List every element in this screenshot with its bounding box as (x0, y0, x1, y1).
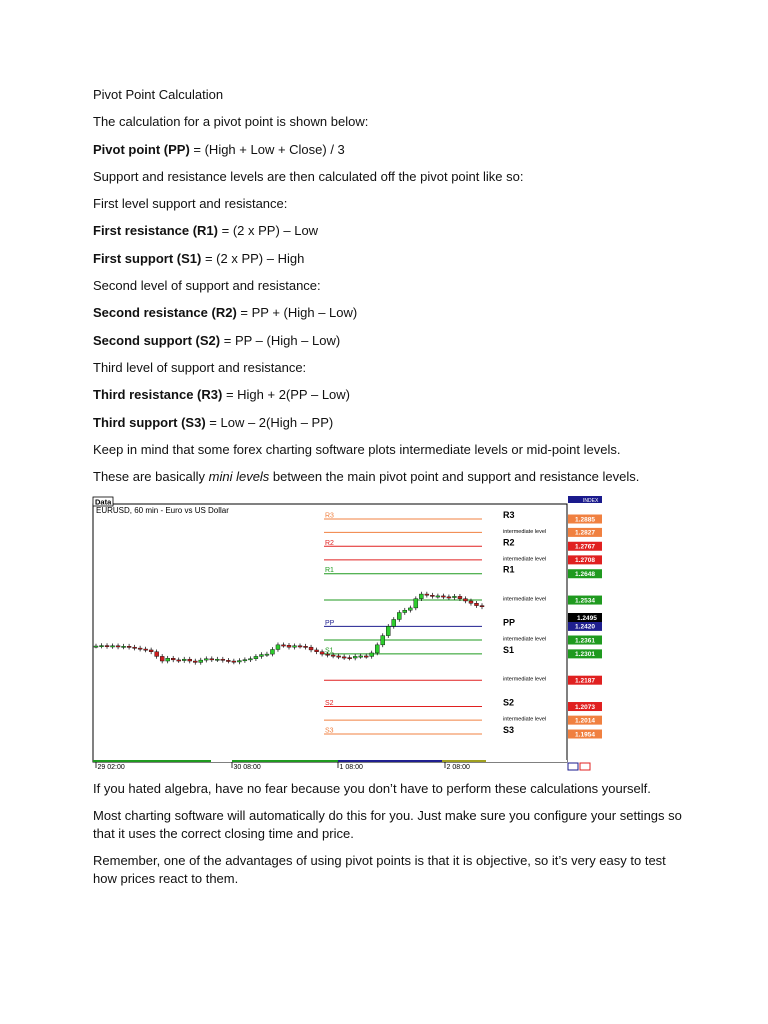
s3-label: Third support (S3) (93, 414, 206, 430)
price-label-R2: 1.2767 (575, 543, 595, 551)
mini-levels-before: These are basically (93, 469, 209, 485)
index-tag-label: INDEX (583, 497, 599, 504)
price-label-mid_r3r2: 1.2827 (575, 529, 595, 537)
price-label-R1: 1.2648 (575, 571, 595, 579)
level-label-R2: R2 (503, 537, 515, 548)
s2-formula-text: = PP – (High – Low) (220, 332, 341, 348)
time-label: 29 02:00 (97, 764, 125, 771)
s1-formula (93, 250, 683, 268)
session-bar-3 (338, 760, 442, 762)
level-label-R3: R3 (503, 510, 515, 520)
level-label-S1: S1 (503, 644, 515, 655)
price-label-S1: 1.2301 (575, 651, 595, 659)
mini-levels-text (93, 468, 683, 486)
close-panel-icon[interactable] (580, 763, 590, 770)
level-label-PP: PP (503, 617, 516, 628)
level-short-label-R1: R1 (325, 567, 334, 575)
price-label-mid_s1s2: 1.2187 (575, 677, 595, 685)
price-label-S3: 1.1954 (575, 731, 595, 739)
level-label-mid_r2r1: intermediate level (503, 556, 547, 563)
level-short-label-R3: R3 (325, 512, 334, 520)
session-bar-1 (93, 760, 211, 762)
pp-formula-text: = (High + Low + Close) / 3 (189, 141, 345, 157)
data-tab-label: Data (95, 497, 112, 507)
r1-formula-text: = (2 x PP) – Low (218, 223, 319, 239)
remember-text: Remember, one of the advantages of using pivot points is that it is objective, so it’s very easy to test how prices react to them. (93, 853, 666, 886)
level-label-mid_r1pp: intermediate level (503, 596, 547, 603)
level-label-mid_r3r2: intermediate level (503, 528, 547, 535)
r2-formula-text: = PP + (High – Low) (236, 305, 358, 321)
s1-formula-text: = (2 x PP) – High (201, 250, 305, 266)
r3-formula-text: = High + 2(PP – Low) (222, 387, 350, 403)
pp-formula (93, 141, 683, 159)
window-toggle-icon[interactable] (568, 763, 578, 770)
level-short-label-S3: S3 (325, 727, 334, 735)
document-title: Pivot Point Calculation (93, 87, 224, 102)
price-label-PP: 1.2420 (575, 623, 595, 631)
document-body (93, 86, 683, 495)
level-label-mid_pps1: intermediate level (503, 636, 547, 643)
chart-header: EURUSD, 60 min - Euro vs US Dollar (96, 506, 229, 515)
sr-intro: Support and resistance levels are then calculated off the pivot point like so: (93, 168, 524, 184)
level-label-mid_s1s2: intermediate level (503, 676, 547, 683)
pivot-chart-screenshot (92, 496, 602, 774)
r3-formula (93, 386, 683, 404)
level-short-label-S1: S1 (325, 647, 334, 655)
level-short-label-S2: S2 (325, 700, 334, 708)
price-label-mid_s2s3: 1.2014 (575, 717, 595, 725)
document-body-continued (93, 780, 683, 897)
price-label-R3: 1.2885 (575, 516, 595, 524)
s2-label: Second support (S2) (93, 332, 221, 348)
r1-formula (93, 222, 683, 240)
s3-formula (93, 414, 683, 432)
pp-label: Pivot point (PP) (93, 141, 190, 157)
level-short-label-PP: PP (325, 619, 335, 627)
level-label-S3: S3 (503, 725, 515, 735)
third-level-heading: Third level of support and resistance: (93, 359, 307, 375)
price-label-mid_r1pp: 1.2534 (575, 597, 595, 605)
time-label: 1 08:00 (339, 764, 363, 771)
level-short-label-R2: R2 (325, 539, 334, 547)
s3-formula-text: = Low – 2(High – PP) (205, 414, 334, 430)
r1-label: First resistance (R1) (93, 223, 218, 239)
mini-levels-after: between the main pivot point and support and resistance levels. (269, 469, 640, 485)
current-price-label: 1.2495 (577, 614, 597, 622)
software-text: Most charting software will automatically do this for you. Just make sure you configure your settings so that it uses the correct closing time and price. (93, 808, 682, 841)
session-bar-2 (232, 760, 338, 762)
session-bar-4 (442, 760, 486, 762)
time-label: 2 08:00 (446, 764, 470, 771)
price-label-mid_r2r1: 1.2708 (575, 557, 595, 565)
s1-label: First support (S1) (93, 250, 202, 266)
current-price-arrow-icon: ▼ (571, 614, 578, 622)
s2-formula (93, 332, 683, 350)
keep-in-mind-text: Keep in mind that some forex charting software plots intermediate levels or mid-point levels. (93, 441, 621, 457)
first-level-heading: First level support and resistance: (93, 196, 288, 212)
level-label-mid_s2s3: intermediate level (503, 716, 547, 723)
algebra-text: If you hated algebra, have no fear because you don’t have to perform these calculations yourself. (93, 781, 651, 796)
second-level-heading: Second level of support and resistance: (93, 278, 321, 294)
intro-text: The calculation for a pivot point is shown below: (93, 114, 369, 130)
r2-label: Second resistance (R2) (93, 305, 237, 321)
r2-formula (93, 304, 683, 322)
mini-levels-emphasis: mini levels (208, 469, 270, 485)
time-label: 30 08:00 (233, 764, 261, 771)
r3-label: Third resistance (R3) (93, 387, 223, 403)
price-label-S2: 1.2073 (575, 703, 595, 711)
level-label-S2: S2 (503, 697, 515, 708)
level-label-R1: R1 (503, 564, 515, 575)
price-label-mid_pps1: 1.2361 (575, 637, 595, 645)
pivot-chart (92, 496, 602, 774)
